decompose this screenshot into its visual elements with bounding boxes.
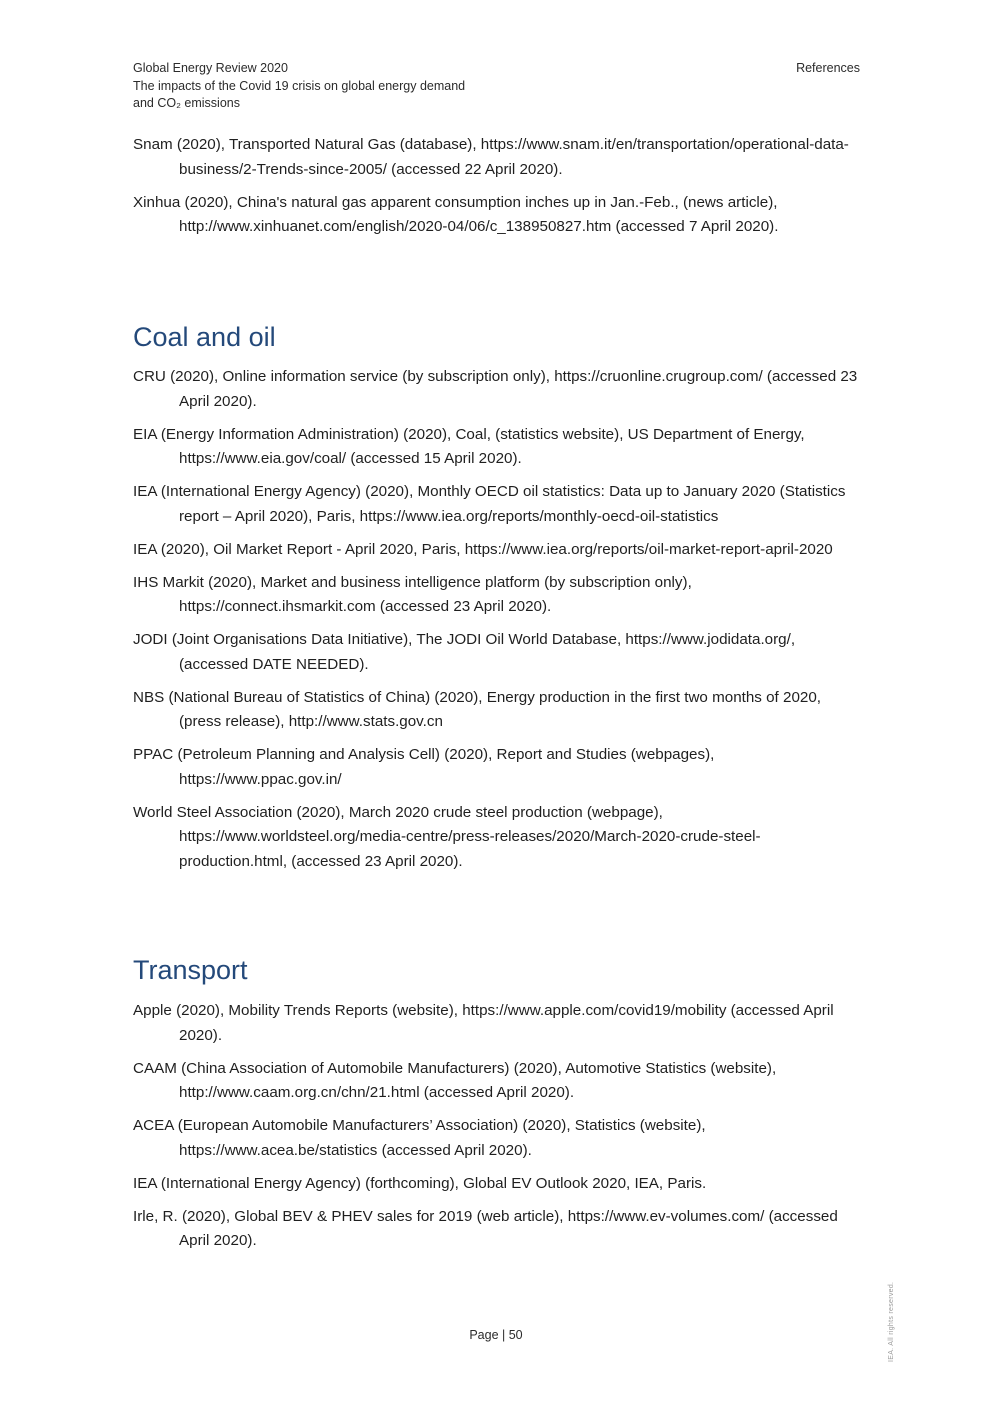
reference-list-transport: [133, 999, 863, 1262]
reference-item: World Steel Association (2020), March 2020 crude steel production (webpage), https://www.worldsteel.org/media-centre/press-releases/2020/March-2020-crude-steel-production.html, (accessed 23 April 2020).: [133, 803, 761, 870]
section-heading-transport: Transport: [133, 955, 248, 985]
reference-item: CRU (2020), Online information service (by subscription only), https://cruonline.crugroup.com/ (accessed 23 April 2020).: [133, 368, 858, 410]
reference-item: Snam (2020), Transported Natural Gas (database), https://www.snam.it/en/transportation/operational-data-business/2-Trends-since-2005/ (accessed 22 April 2020).: [133, 136, 849, 178]
reference-item: JODI (Joint Organisations Data Initiative), The JODI Oil World Database, https://www.jodidata.org/, (accessed DATE NEEDED).: [133, 631, 796, 673]
section-label: References: [796, 61, 860, 75]
reference-item: PPAC (Petroleum Planning and Analysis Cell) (2020), Report and Studies (webpages), https://www.ppac.gov.in/: [133, 746, 715, 788]
reference-item: IEA (International Energy Agency) (2020), Monthly OECD oil statistics: Data up to January 2020 (Statistics report – April 2020), Paris, https://www.iea.org/reports/monthly-oecd-oil-statistics: [133, 483, 846, 525]
reference-item: Irle, R. (2020), Global BEV & PHEV sales for 2019 (web article), https://www.ev-volumes.com/ (accessed April 2020).: [133, 1207, 838, 1249]
reference-item: Apple (2020), Mobility Trends Reports (website), https://www.apple.com/covid19/mobility (accessed April 2020).: [133, 1002, 834, 1044]
reference-item: EIA (Energy Information Administration) (2020), Coal, (statistics website), US Department of Energy, https://www.eia.gov/coal/ (accessed 15 April 2020).: [133, 425, 805, 467]
section-coal-oil: [133, 320, 863, 354]
section-transport: [133, 953, 863, 987]
reference-item: NBS (National Bureau of Statistics of China) (2020), Energy production in the first two months of 2020, (press release), http://www.stats.gov.cn: [133, 688, 822, 730]
section-heading-coal-oil: Coal and oil: [133, 322, 276, 352]
document-header: [133, 60, 465, 113]
reference-list-coal-oil: [133, 365, 863, 883]
report-subtitle-line1: The impacts of the Covid 19 crisis on global energy demand: [133, 78, 466, 93]
reference-item: ACEA (European Automobile Manufacturers’ Association) (2020), Statistics (website), https://www.acea.be/statistics (accessed April 2020).: [133, 1117, 706, 1159]
reference-list-gas: [133, 133, 863, 248]
report-title: Global Energy Review 2020: [133, 61, 288, 75]
rights-notice: IEA. All rights reserved.: [888, 1281, 895, 1362]
reference-item: Xinhua (2020), China's natural gas apparent consumption inches up in Jan.-Feb., (news article), http://www.xinhuanet.com/english/2020-04/06/c_138950827.htm (accessed 7 April 2020).: [133, 193, 779, 235]
reference-item: IEA (International Energy Agency) (forthcoming), Global EV Outlook 2020, IEA, Paris.: [133, 1174, 707, 1192]
reference-item: IEA (2020), Oil Market Report - April 2020, Paris, https://www.iea.org/reports/oil-market-report-april-2020: [133, 540, 833, 558]
report-subtitle-line2: and CO₂ emissions: [133, 96, 240, 110]
reference-item: IHS Markit (2020), Market and business intelligence platform (by subscription only), https://connect.ihsmarkit.com (accessed 23 April 2020).: [133, 573, 692, 615]
page-number: Page | 50: [469, 1328, 523, 1342]
reference-item: CAAM (China Association of Automobile Manufacturers) (2020), Automotive Statistics (website), http://www.caam.org.cn/chn/21.html (accessed April 2020).: [133, 1059, 777, 1101]
